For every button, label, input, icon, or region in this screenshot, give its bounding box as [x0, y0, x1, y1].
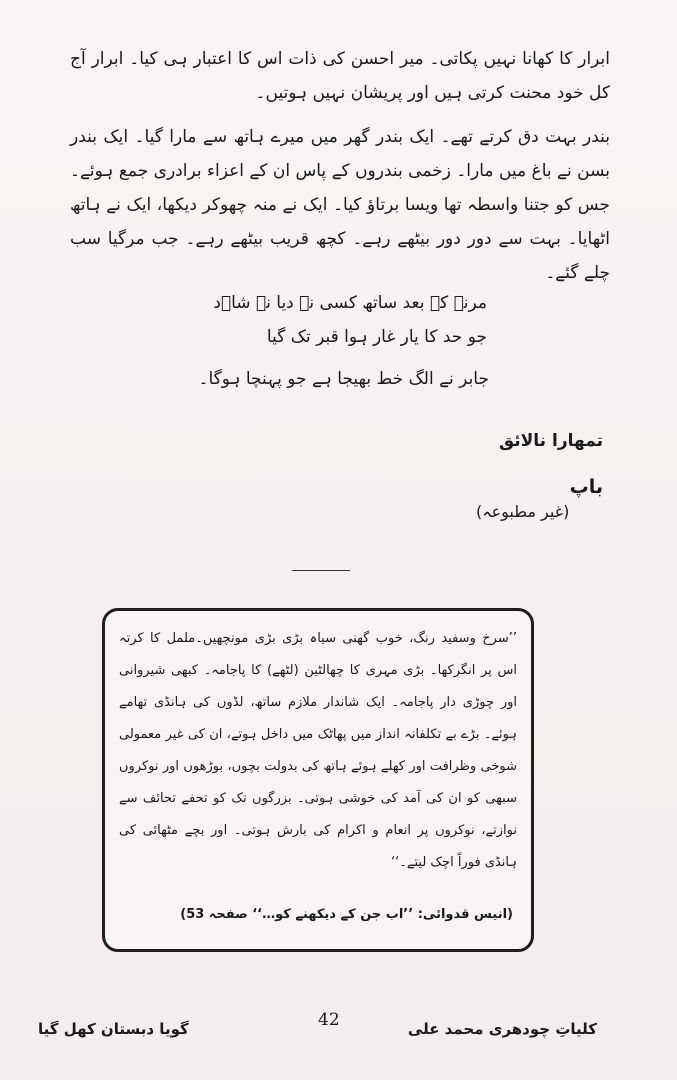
section-divider — [292, 570, 350, 571]
closing-signature: باپ — [569, 476, 603, 498]
closing-signoff: تمھارا نالائق — [498, 431, 603, 451]
footer-chapter-title: گویا دبستان کھل گیا — [38, 1020, 189, 1038]
verse-line-2: جو حد کا یار غار ہوا قبر تک گیا — [266, 327, 487, 347]
footer-page-number: 42 — [318, 1010, 340, 1030]
body-paragraph-1: ابرار کا کھانا نہیں پکاتی۔ میر احسن کی ذات اس کا اعتبار ہی کیا۔ ابرار آج کل خود محنت کرتی ہیں اور پریشان نہیں ہوتیں۔ — [70, 49, 610, 103]
footer-book-title: کلیاتِ چودھری محمد علی — [407, 1020, 597, 1038]
quote-citation: (انیس قدوائی: ’’اب جن کے دیکھنے کو…‘‘ صفحہ 53) — [180, 907, 513, 922]
quote-box — [102, 608, 534, 952]
unpublished-note: (غیر مطبوعہ) — [476, 502, 570, 521]
body-paragraph-2: بندر بہت دق کرتے تھے۔ ایک بندر گھر میں میرے ہاتھ سے مارا گیا۔ ایک بندر بسن نے باغ میں مارا۔ زخمی بندروں کے پاس ان کے اعزاء برادری جمع ہوئے۔ جس کو جتنا واسطہ تھا ویسا برتاؤ کیا۔ ایک نے منہ چھوکر دیکھا، ایک نے ہاتھ اٹھایا۔ بہت سے دور دور بیٹھے رہے۔ کچھ قریب بیٹھے رہے۔ جب مرگیا سب چلے گئے۔ — [70, 127, 610, 283]
quote-text: ’’سرخ وسفید رنگ، خوب گھنی سیاہ بڑی بڑی مونچھیں۔ململ کا کرتہ اس پر انگرکھا۔ بڑی مہری کا چھالٹین (لٹھے) کا پاجامہ۔ کبھی شیروانی اور چوڑی دار پاجامہ۔ ایک شاندار ملازم ساتھ، لڈوں کی ہانڈی تھامے ہوئے۔ بڑے بے تکلفانہ انداز میں پھاٹک میں داخل ہوتے، ان کی غیر معمولی شوخی وظرافت اور کھلے ہوئے ہاتھ کی بدولت بچوں، بوڑھوں اور نوکروں سبھی کو ان کی آمد کی خوشی ہوتی۔ بزرگوں تک کو تحفے تحائف سے نوازتے، نوکروں پر انعام و اکرام کی بارش ہوتی۔ اور بچے مٹھائی کی ہانڈی فوراً اچک لیتے۔‘‘ — [119, 631, 517, 870]
verse-line-1: مرنے کے بعد ساتھ کسی نے دیا نہ شاؔد — [213, 293, 487, 313]
body-paragraph-3: جابر نے الگ خط بھیجا ہے جو پہنچا ہوگا۔ — [198, 369, 489, 389]
